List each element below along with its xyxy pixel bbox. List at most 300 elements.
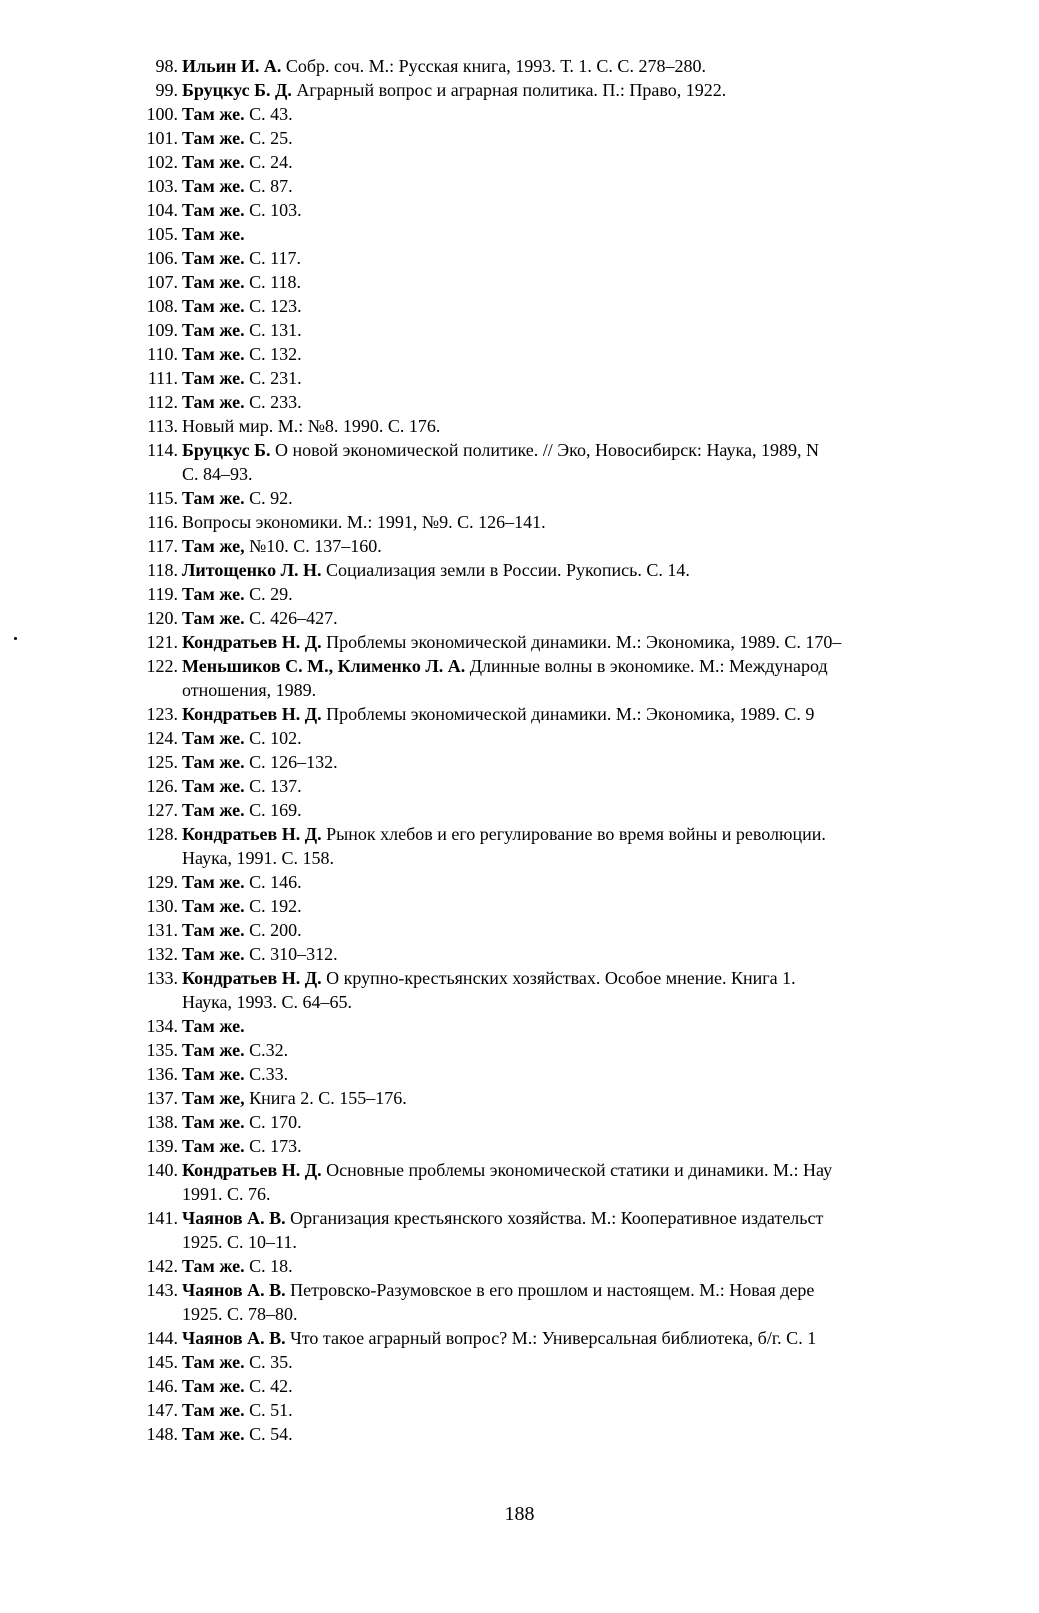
endnote-line	[182, 78, 1037, 102]
endnote-text: Проблемы экономической динамики. М.: Экономика, 1989. С. 170–	[326, 632, 842, 652]
endnote-item	[120, 438, 1039, 486]
endnote-number: 134.	[146, 1016, 178, 1036]
endnote-item	[120, 1350, 1039, 1374]
endnote-author: Там же.	[182, 176, 245, 196]
endnote-text: Наука, 1993. С. 64–65.	[182, 992, 353, 1012]
endnote-body	[182, 342, 1037, 366]
endnote-body	[182, 942, 1037, 966]
endnote-line	[182, 318, 1037, 342]
endnote-item	[120, 318, 1039, 342]
endnote-item	[120, 342, 1039, 366]
endnote-item	[120, 1278, 1039, 1326]
endnote-number: 104.	[146, 200, 178, 220]
endnote-item	[120, 1062, 1039, 1086]
endnote-item	[120, 1158, 1039, 1206]
endnote-author: Там же.	[182, 1064, 245, 1084]
endnote-item	[120, 894, 1039, 918]
endnote-line	[182, 198, 1037, 222]
endnote-item	[120, 1086, 1039, 1110]
endnote-line	[182, 1134, 1037, 1158]
endnote-body	[182, 150, 1037, 174]
endnote-line	[182, 1230, 1037, 1254]
endnote-author: Там же.	[182, 488, 245, 508]
endnote-number: 110.	[147, 344, 178, 364]
endnote-item	[120, 582, 1039, 606]
endnote-text: Вопросы экономики. М.: 1991, №9. С. 126–141.	[182, 512, 546, 532]
endnote-body	[182, 486, 1037, 510]
endnote-line	[182, 1014, 1037, 1038]
endnote-number: 107.	[146, 272, 178, 292]
endnote-item	[120, 798, 1039, 822]
endnote-item	[120, 918, 1039, 942]
endnote-line	[182, 1254, 1037, 1278]
endnote-item	[120, 606, 1039, 630]
endnote-number: 111.	[147, 368, 178, 388]
endnote-body	[182, 510, 1037, 534]
endnote-line	[182, 414, 1037, 438]
endnote-text: С. 137.	[249, 776, 302, 796]
endnote-body	[182, 1278, 1037, 1326]
endnote-body	[182, 558, 1037, 582]
endnote-body	[182, 822, 1037, 870]
endnote-body	[182, 222, 1037, 246]
endnote-author: Кондратьев Н. Д.	[182, 824, 322, 844]
endnote-number: 136.	[146, 1064, 178, 1084]
endnote-text: С. 123.	[249, 296, 302, 316]
endnote-item	[120, 486, 1039, 510]
endnote-line	[182, 1278, 1037, 1302]
endnote-item	[120, 198, 1039, 222]
endnote-author: Чаянов А. В.	[182, 1280, 286, 1300]
endnote-author: Чаянов А. В.	[182, 1328, 286, 1348]
endnote-text: С. 25.	[249, 128, 293, 148]
endnote-line	[182, 966, 1037, 990]
endnote-line	[182, 702, 1037, 726]
endnote-number: 109.	[146, 320, 178, 340]
endnote-body	[182, 126, 1037, 150]
endnote-line	[182, 606, 1037, 630]
endnote-author: Там же.	[182, 1136, 245, 1156]
endnote-line	[182, 630, 1037, 654]
endnote-text: Основные проблемы экономической статики и динамики. М.: Нау	[326, 1160, 833, 1180]
endnote-line	[182, 510, 1037, 534]
endnote-author: Там же.	[182, 1112, 245, 1132]
endnote-author: Там же.	[182, 872, 245, 892]
endnote-number: 124.	[146, 728, 178, 748]
endnote-author: Там же.	[182, 224, 245, 244]
endnote-number: 127.	[146, 800, 178, 820]
endnote-number: 112.	[147, 392, 178, 412]
endnote-text: 1925. С. 10–11.	[182, 1232, 297, 1252]
endnote-body	[182, 702, 1037, 726]
endnote-body	[182, 1206, 1037, 1254]
endnote-body	[182, 870, 1037, 894]
endnote-line	[182, 222, 1037, 246]
endnote-text: С. 103.	[249, 200, 302, 220]
endnote-item	[120, 750, 1039, 774]
endnote-item	[120, 102, 1039, 126]
endnote-text: С. 169.	[249, 800, 302, 820]
endnote-body	[182, 1014, 1037, 1038]
endnote-author: Там же.	[182, 776, 245, 796]
endnote-text: Аграрный вопрос и аграрная политика. П.: Право, 1922.	[296, 80, 727, 100]
endnote-number: 129.	[146, 872, 178, 892]
endnote-item	[120, 942, 1039, 966]
endnote-line	[182, 486, 1037, 510]
endnote-line	[182, 126, 1037, 150]
endnote-body	[182, 726, 1037, 750]
endnote-item	[120, 1110, 1039, 1134]
endnote-text: С. 54.	[249, 1424, 293, 1444]
endnote-number: 145.	[146, 1352, 178, 1372]
endnote-item	[120, 78, 1039, 102]
endnote-line	[182, 1422, 1037, 1446]
endnote-line	[182, 750, 1037, 774]
endnote-line	[182, 1302, 1037, 1326]
endnote-text: С. 29.	[249, 584, 293, 604]
endnote-line	[182, 1398, 1037, 1422]
endnote-text: С. 310–312.	[249, 944, 338, 964]
endnote-author: Там же.	[182, 344, 245, 364]
endnote-number: 139.	[146, 1136, 178, 1156]
endnote-author: Там же.	[182, 128, 245, 148]
endnote-text: С. 132.	[249, 344, 302, 364]
endnote-item	[120, 870, 1039, 894]
endnote-author: Там же.	[182, 728, 245, 748]
endnote-text: Петровско-Разумовское в его прошлом и настоящем. М.: Новая дере	[290, 1280, 815, 1300]
endnote-item	[120, 654, 1039, 702]
endnote-line	[182, 1350, 1037, 1374]
endnote-text: С. 231.	[249, 368, 302, 388]
endnote-item	[120, 1014, 1039, 1038]
endnote-text: С. 51.	[249, 1400, 293, 1420]
endnote-body	[182, 294, 1037, 318]
endnote-item	[120, 558, 1039, 582]
endnote-number: 133.	[146, 968, 178, 988]
endnote-body	[182, 390, 1037, 414]
endnote-text: Собр. соч. М.: Русская книга, 1993. Т. 1. С. С. 278–280.	[285, 56, 706, 76]
endnote-text: С. 87.	[249, 176, 293, 196]
endnote-author: Кондратьев Н. Д.	[182, 968, 322, 988]
endnote-line	[182, 1374, 1037, 1398]
endnote-line	[182, 918, 1037, 942]
endnote-number: 98.	[155, 56, 178, 76]
endnote-item	[120, 390, 1039, 414]
endnote-number: 116.	[147, 512, 178, 532]
endnote-item	[120, 270, 1039, 294]
endnote-author: Бруцкус Б.	[182, 440, 271, 460]
endnote-author: Там же.	[182, 248, 245, 268]
endnote-text: Социализация земли в России. Рукопись. С. 14.	[326, 560, 690, 580]
endnote-number: 123.	[146, 704, 178, 724]
endnote-number: 119.	[147, 584, 178, 604]
endnote-line	[182, 582, 1037, 606]
endnote-body	[182, 654, 1037, 702]
endnote-body	[182, 438, 1037, 486]
endnote-line	[182, 174, 1037, 198]
endnote-line	[182, 798, 1037, 822]
endnote-item	[120, 1206, 1039, 1254]
endnote-item	[120, 150, 1039, 174]
endnote-body	[182, 366, 1037, 390]
endnote-author: Меньшиков С. М., Клименко Л. А.	[182, 656, 466, 676]
endnote-item	[120, 702, 1039, 726]
endnote-body	[182, 798, 1037, 822]
endnote-text: 1991. С. 76.	[182, 1184, 271, 1204]
endnote-author: Там же,	[182, 1088, 245, 1108]
endnote-number: 138.	[146, 1112, 178, 1132]
endnote-text: С. 18.	[249, 1256, 293, 1276]
endnote-author: Там же.	[182, 752, 245, 772]
endnote-author: Литощенко Л. Н.	[182, 560, 322, 580]
endnote-item	[120, 1374, 1039, 1398]
endnote-line	[182, 390, 1037, 414]
endnote-item	[120, 1254, 1039, 1278]
endnote-text: О новой экономической политике. // Эко, Новосибирск: Наука, 1989, N	[275, 440, 819, 460]
stray-dot	[14, 637, 17, 640]
endnote-body	[182, 1062, 1037, 1086]
endnote-text: С. 233.	[249, 392, 302, 412]
endnote-number: 148.	[146, 1424, 178, 1444]
endnote-body	[182, 174, 1037, 198]
endnote-number: 120.	[146, 608, 178, 628]
endnote-number: 102.	[146, 152, 178, 172]
endnote-item	[120, 726, 1039, 750]
endnote-body	[182, 78, 1037, 102]
endnote-author: Там же.	[182, 608, 245, 628]
endnote-text: Наука, 1991. С. 158.	[182, 848, 335, 868]
endnote-number: 131.	[146, 920, 178, 940]
endnote-author: Там же.	[182, 1400, 245, 1420]
endnote-author: Там же.	[182, 152, 245, 172]
endnote-body	[182, 894, 1037, 918]
page-number: 188	[504, 1503, 535, 1525]
endnote-text: Длинные волны в экономике. М.: Международ	[469, 656, 828, 676]
endnote-author: Там же.	[182, 944, 245, 964]
endnote-author: Ильин И. А.	[182, 56, 282, 76]
endnote-author: Там же.	[182, 896, 245, 916]
endnote-body	[182, 414, 1037, 438]
endnote-author: Там же.	[182, 272, 245, 292]
endnote-author: Там же.	[182, 104, 245, 124]
endnote-body	[182, 1350, 1037, 1374]
endnote-text: С. 24.	[249, 152, 293, 172]
endnote-line	[182, 1158, 1037, 1182]
endnote-number: 130.	[146, 896, 178, 916]
endnote-line	[182, 54, 1037, 78]
endnote-text: С. 173.	[249, 1136, 302, 1156]
endnote-item	[120, 54, 1039, 78]
endnote-number: 103.	[146, 176, 178, 196]
endnote-body	[182, 1398, 1037, 1422]
endnote-number: 114.	[147, 440, 178, 460]
endnote-body	[182, 1374, 1037, 1398]
endnote-body	[182, 774, 1037, 798]
endnote-author: Там же.	[182, 200, 245, 220]
endnote-body	[182, 198, 1037, 222]
endnote-line	[182, 462, 1037, 486]
endnote-body	[182, 750, 1037, 774]
endnote-line	[182, 726, 1037, 750]
endnote-body	[182, 1038, 1037, 1062]
endnote-text: С. 426–427.	[249, 608, 338, 628]
endnote-text: С. 131.	[249, 320, 302, 340]
endnote-text: С. 35.	[249, 1352, 293, 1372]
endnote-number: 132.	[146, 944, 178, 964]
endnote-text: Организация крестьянского хозяйства. М.: Кооперативное издательст	[290, 1208, 824, 1228]
endnote-body	[182, 1158, 1037, 1206]
endnote-number: 125.	[146, 752, 178, 772]
endnote-text: С. 170.	[249, 1112, 302, 1132]
endnote-text: Новый мир. М.: №8. 1990. С. 176.	[182, 416, 441, 436]
endnote-item	[120, 774, 1039, 798]
endnote-author: Там же.	[182, 1040, 245, 1060]
endnote-item	[120, 294, 1039, 318]
endnote-line	[182, 558, 1037, 582]
endnote-text: С. 84–93.	[182, 464, 253, 484]
endnote-body	[182, 918, 1037, 942]
endnote-text: С. 42.	[249, 1376, 293, 1396]
endnote-item	[120, 222, 1039, 246]
endnote-line	[182, 1326, 1037, 1350]
endnote-item	[120, 630, 1039, 654]
endnote-author: Там же.	[182, 320, 245, 340]
endnote-body	[182, 54, 1037, 78]
endnote-item	[120, 966, 1039, 1014]
endnote-number: 141.	[146, 1208, 178, 1228]
endnote-number: 135.	[146, 1040, 178, 1060]
endnote-number: 117.	[147, 536, 178, 556]
endnote-text: Проблемы экономической динамики. М.: Экономика, 1989. С. 9	[326, 704, 815, 724]
endnote-body	[182, 318, 1037, 342]
endnote-item	[120, 246, 1039, 270]
endnote-author: Там же.	[182, 1376, 245, 1396]
endnote-body	[182, 966, 1037, 1014]
endnote-item	[120, 510, 1039, 534]
endnote-number: 144.	[146, 1328, 178, 1348]
endnote-text: Книга 2. С. 155–176.	[249, 1088, 407, 1108]
endnote-body	[182, 1254, 1037, 1278]
endnote-item	[120, 1422, 1039, 1446]
endnote-number: 140.	[146, 1160, 178, 1180]
endnote-number: 122.	[146, 656, 178, 676]
endnote-line	[182, 150, 1037, 174]
endnote-item	[120, 126, 1039, 150]
endnote-body	[182, 630, 1037, 654]
endnote-number: 137.	[146, 1088, 178, 1108]
endnote-text: Рынок хлебов и его регулирование во время войны и революции.	[326, 824, 826, 844]
endnote-author: Там же.	[182, 800, 245, 820]
endnote-line	[182, 1038, 1037, 1062]
endnote-number: 106.	[146, 248, 178, 268]
endnote-number: 113.	[147, 416, 178, 436]
endnote-body	[182, 1110, 1037, 1134]
endnote-author: Там же.	[182, 392, 245, 412]
endnote-line	[182, 990, 1037, 1014]
endnote-item	[120, 1398, 1039, 1422]
endnote-number: 118.	[147, 560, 178, 580]
endnote-text: 1925. С. 78–80.	[182, 1304, 298, 1324]
endnote-author: Там же.	[182, 1016, 245, 1036]
endnote-number: 143.	[146, 1280, 178, 1300]
endnote-author: Бруцкус Б. Д.	[182, 80, 292, 100]
endnote-line	[182, 942, 1037, 966]
endnote-item	[120, 1134, 1039, 1158]
endnote-number: 142.	[146, 1256, 178, 1276]
endnote-body	[182, 1086, 1037, 1110]
endnote-text: С.32.	[249, 1040, 289, 1060]
endnote-number: 147.	[146, 1400, 178, 1420]
endnote-text: С. 126–132.	[249, 752, 338, 772]
endnote-text: №10. С. 137–160.	[249, 536, 382, 556]
endnote-number: 108.	[146, 296, 178, 316]
endnote-author: Там же.	[182, 1256, 245, 1276]
endnote-line	[182, 894, 1037, 918]
endnote-line	[182, 846, 1037, 870]
endnote-line	[182, 654, 1037, 678]
endnote-item	[120, 414, 1039, 438]
endnote-author: Там же.	[182, 584, 245, 604]
endnote-line	[182, 270, 1037, 294]
endnote-text: О крупно-крестьянских хозяйствах. Особое мнение. Книга 1.	[326, 968, 796, 988]
endnote-author: Там же,	[182, 536, 245, 556]
endnote-text: С. 102.	[249, 728, 302, 748]
endnote-item	[120, 534, 1039, 558]
endnote-number: 105.	[146, 224, 178, 244]
endnote-body	[182, 1422, 1037, 1446]
endnote-number: 100.	[146, 104, 178, 124]
endnote-author: Там же.	[182, 296, 245, 316]
endnote-text: С. 92.	[249, 488, 293, 508]
endnote-author: Кондратьев Н. Д.	[182, 632, 322, 652]
endnote-line	[182, 102, 1037, 126]
endnote-author: Кондратьев Н. Д.	[182, 1160, 322, 1180]
endnote-text: С. 118.	[249, 272, 301, 292]
endnote-item	[120, 1038, 1039, 1062]
endnote-text: С.33.	[249, 1064, 289, 1084]
endnote-line	[182, 246, 1037, 270]
endnote-item	[120, 822, 1039, 870]
endnote-text: С. 43.	[249, 104, 293, 124]
endnote-author: Там же.	[182, 1352, 245, 1372]
endnote-number: 121.	[146, 632, 178, 652]
endnote-line	[182, 1086, 1037, 1110]
endnote-text: С. 192.	[249, 896, 302, 916]
endnote-line	[182, 1110, 1037, 1134]
endnote-body	[182, 1134, 1037, 1158]
endnote-line	[182, 822, 1037, 846]
endnote-author: Чаянов А. В.	[182, 1208, 286, 1228]
endnote-line	[182, 870, 1037, 894]
endnote-line	[182, 294, 1037, 318]
endnote-number: 128.	[146, 824, 178, 844]
endnote-body	[182, 102, 1037, 126]
endnote-item	[120, 366, 1039, 390]
endnote-author: Там же.	[182, 368, 245, 388]
endnote-line	[182, 366, 1037, 390]
endnote-line	[182, 1182, 1037, 1206]
endnote-author: Кондратьев Н. Д.	[182, 704, 322, 724]
endnote-line	[182, 1062, 1037, 1086]
endnote-body	[182, 1326, 1037, 1350]
endnote-text: С. 146.	[249, 872, 302, 892]
endnote-line	[182, 678, 1037, 702]
endnote-line	[182, 1206, 1037, 1230]
endnote-text: Что такое аграрный вопрос? М.: Универсальная библиотека, б/г. С. 1	[290, 1328, 817, 1348]
endnotes-list	[120, 54, 1039, 1446]
endnote-line	[182, 774, 1037, 798]
endnote-body	[182, 270, 1037, 294]
